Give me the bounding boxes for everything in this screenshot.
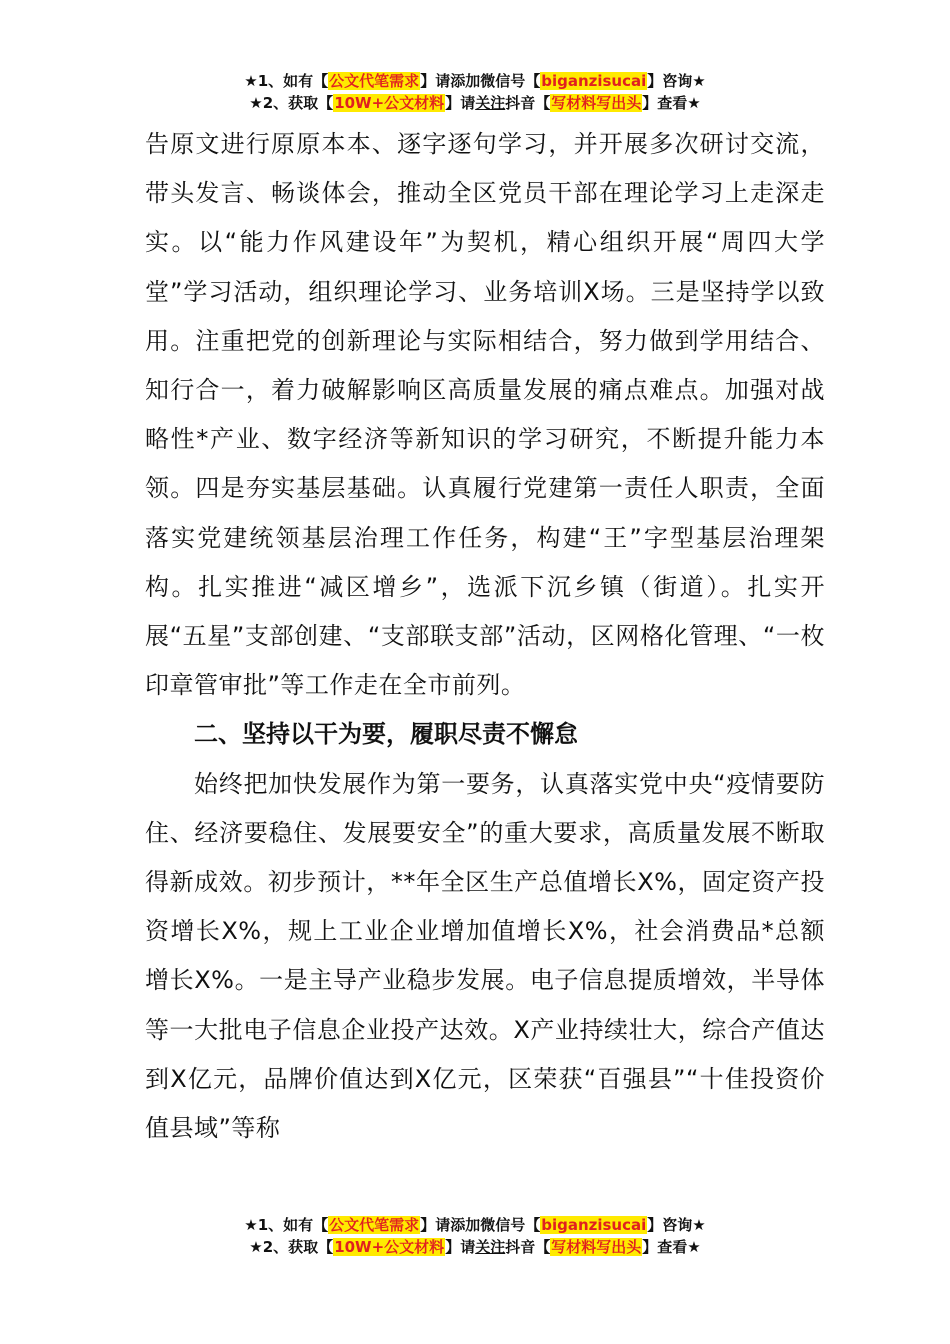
banner-text: 】咨询★ <box>647 72 706 90</box>
highlight-service: 公文代笔需求 <box>329 72 420 90</box>
banner-text: ★2、获取【 <box>249 94 334 112</box>
banner-text: 】请添加微信号【 <box>420 1216 541 1234</box>
highlight-wechat-id: biganzisucai <box>541 1216 647 1234</box>
highlight-douyin: 写材料写出头 <box>551 94 642 112</box>
highlight-materials: 10W+公文材料 <box>334 1238 445 1256</box>
banner-text: 】请 <box>445 1238 476 1256</box>
banner-line-1 <box>0 1214 950 1236</box>
footer-banner <box>0 1214 950 1258</box>
banner-text: 】查看★ <box>642 94 701 112</box>
header-banner <box>0 70 950 114</box>
highlight-materials: 10W+公文材料 <box>334 94 445 112</box>
banner-line-2 <box>0 1236 950 1258</box>
banner-line-2 <box>0 92 950 114</box>
banner-emphasis: 关注 <box>475 94 506 112</box>
banner-line-1 <box>0 70 950 92</box>
banner-text: 抖音【 <box>505 94 551 112</box>
banner-text: 】请 <box>445 94 476 112</box>
banner-text: ★1、如有【 <box>244 1216 329 1234</box>
highlight-douyin: 写材料写出头 <box>551 1238 642 1256</box>
paragraph-2: 始终把加快发展作为第一要务，认真落实党中央“疫情要防住、经济要稳住、发展要安全”的重大要求，高质量发展不断取得新成效。初步预计，**年全区生产总值增长X%，固定资产投资增长X%，规上工业企业增加值增长X%，社会消费品*总额增长X%。一是主导产业稳步发展。电子信息提质增效，半导体等一大批电子信息企业投产达效。X产业持续壮大，综合产值达到X亿元，品牌价值达到X亿元，区荣获“百强县”“十佳投资价值县域”等称 <box>145 769 825 1143</box>
document-body <box>145 120 825 1153</box>
banner-text: ★2、获取【 <box>249 1238 334 1256</box>
banner-text: 】请添加微信号【 <box>420 72 541 90</box>
banner-text: 】咨询★ <box>647 1216 706 1234</box>
highlight-wechat-id: biganzisucai <box>541 72 647 90</box>
banner-emphasis: 关注 <box>475 1238 506 1256</box>
banner-text: ★1、如有【 <box>244 72 329 90</box>
banner-text: 抖音【 <box>505 1238 551 1256</box>
paragraph-1: 告原文进行原原本本、逐字逐句学习，并开展多次研讨交流，带头发言、畅谈体会，推动全区党员干部在理论学习上走深走实。以“能力作风建设年”为契机，精心组织开展“周四大学堂”学习活动，组织理论学习、业务培训X场。三是坚持学以致用。注重把党的创新理论与实际相结合，努力做到学用结合、知行合一，着力破解影响区高质量发展的痛点难点。加强对战略性*产业、数字经济等新知识的学习研究，不断提升能力本领。四是夯实基层基础。认真履行党建第一责任人职责，全面落实党建统领基层治理工作任务，构建“王”字型基层治理架构。扎实推进“减区增乡”，选派下沉乡镇（街道）。扎实开展“五星”支部创建、“支部联支部”活动，区网格化管理、“一枚印章管审批”等工作走在全市前列。 <box>145 130 825 700</box>
section-heading-2: 二、坚持以干为要，履职尽责不懈怠 <box>194 720 578 749</box>
highlight-service: 公文代笔需求 <box>329 1216 420 1234</box>
banner-text: 】查看★ <box>642 1238 701 1256</box>
